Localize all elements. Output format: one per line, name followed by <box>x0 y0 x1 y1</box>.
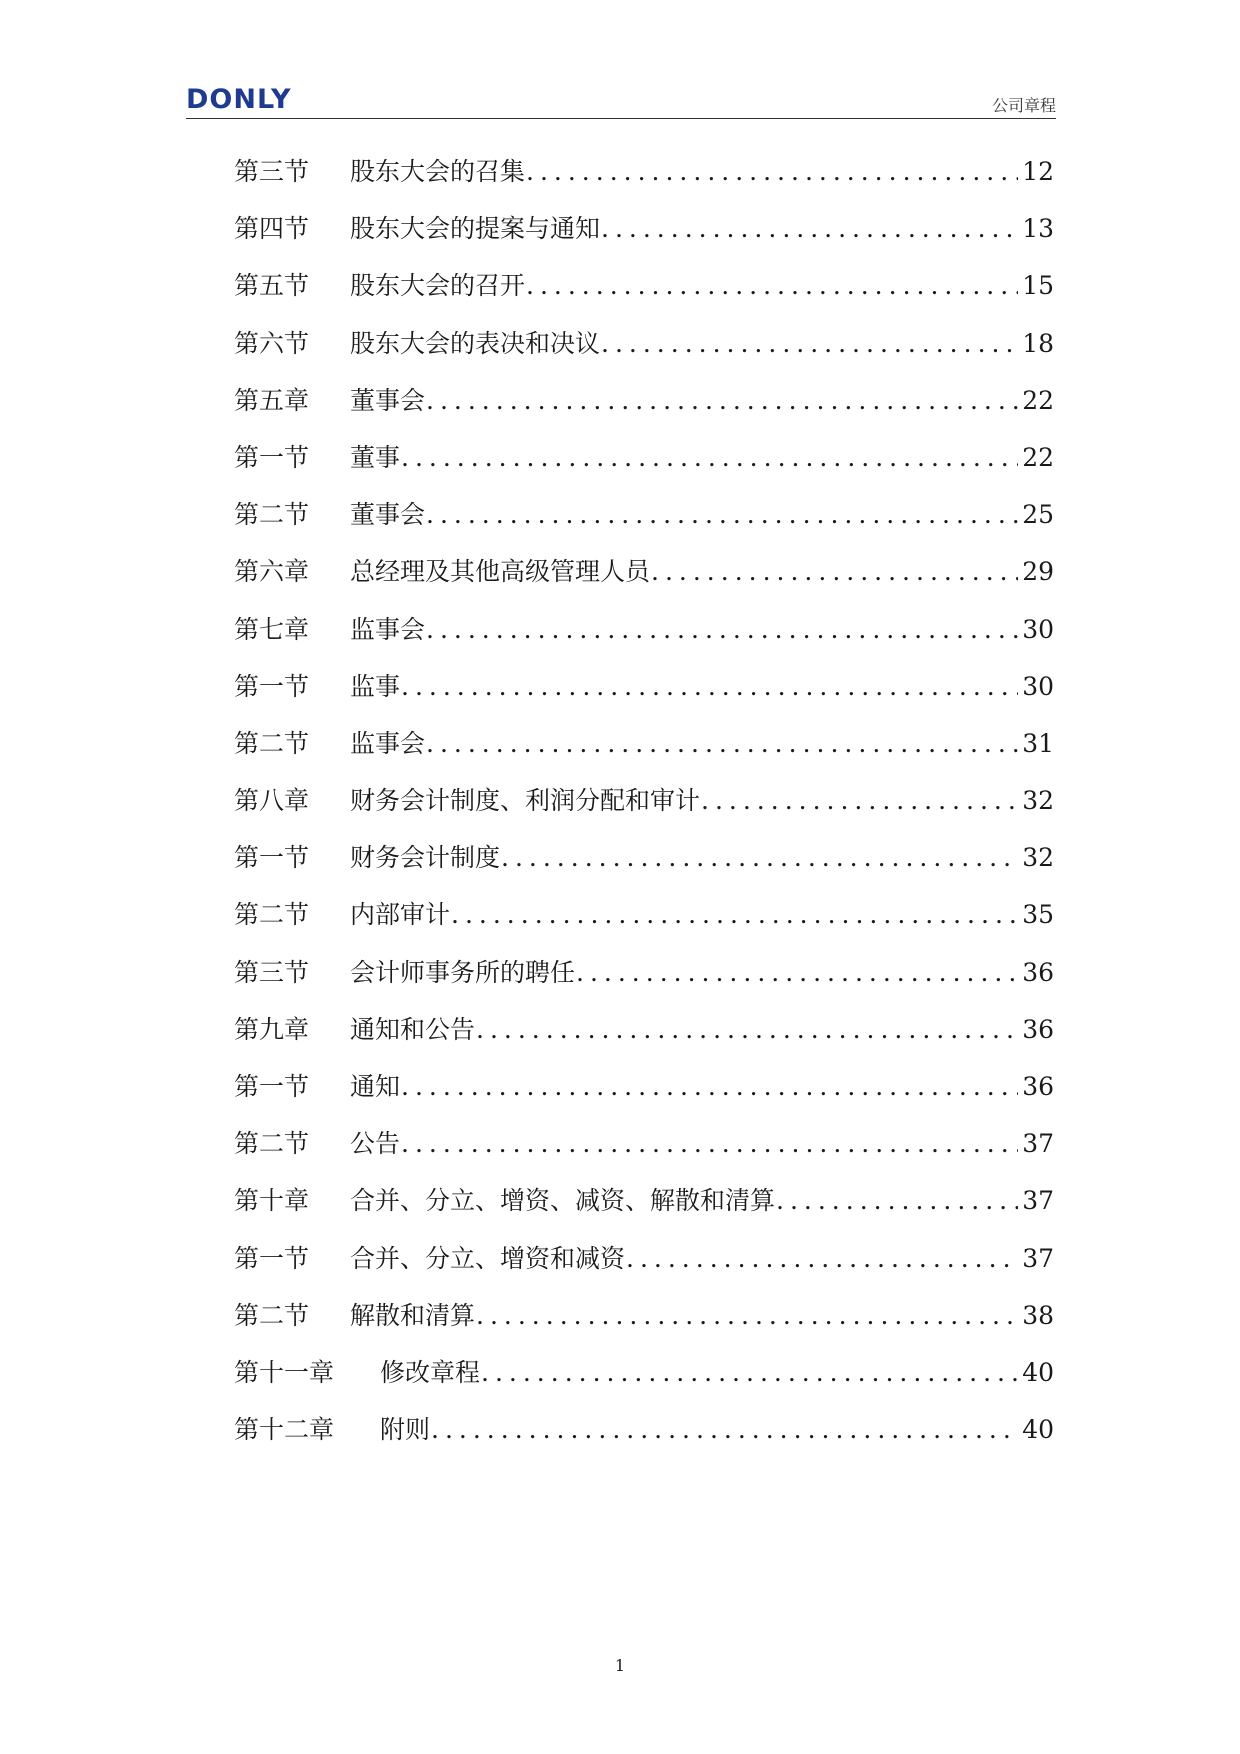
toc-entry[interactable] <box>234 610 1054 667</box>
toc-entry[interactable] <box>234 838 1054 895</box>
toc-entry-page: 30 <box>1022 671 1054 701</box>
toc-entry-title: 监事会 <box>350 614 426 644</box>
toc-entry-label: 第十二章 <box>234 1415 335 1445</box>
toc-entry-title: 通知和公告 <box>350 1014 476 1044</box>
toc-entry-label: 第一节 <box>234 1243 310 1273</box>
toc-entry[interactable] <box>234 266 1054 323</box>
toc-entry-title: 财务会计制度、利润分配和审计 <box>350 786 701 816</box>
toc-entry[interactable] <box>234 495 1054 552</box>
toc-entry-page: 37 <box>1022 1129 1054 1159</box>
toc-entry-title: 股东大会的提案与通知 <box>350 214 601 244</box>
toc-dot-leader <box>401 672 1018 701</box>
toc-entry-title: 内部审计 <box>350 900 451 930</box>
toc-entry-label: 第五节 <box>234 271 310 301</box>
toc-entry[interactable] <box>234 209 1054 266</box>
toc-dot-leader <box>776 1186 1018 1215</box>
toc-entry-page: 12 <box>1022 157 1054 186</box>
toc-dot-leader <box>701 786 1018 815</box>
toc-dot-leader <box>431 1415 1018 1444</box>
toc-entry-page: 37 <box>1022 1186 1054 1216</box>
toc-entry[interactable] <box>234 1124 1054 1181</box>
toc-dot-leader <box>401 1072 1018 1101</box>
toc-entry-title: 解散和清算 <box>350 1300 476 1330</box>
toc-entry-label: 第一节 <box>234 671 310 701</box>
toc-entry-title: 董事会 <box>350 500 426 530</box>
toc-dot-leader <box>426 729 1018 758</box>
toc-entry-page: 31 <box>1022 728 1054 758</box>
toc-entry-title: 公告 <box>350 1129 401 1159</box>
toc-entry-label: 第二节 <box>234 900 310 930</box>
toc-entry-label: 第六章 <box>234 557 310 587</box>
toc-entry[interactable] <box>234 381 1054 438</box>
toc-entry[interactable] <box>234 895 1054 952</box>
toc-entry[interactable] <box>234 552 1054 609</box>
toc-entry[interactable] <box>234 324 1054 381</box>
toc-entry-title: 通知 <box>350 1072 401 1101</box>
toc-entry-title: 监事会 <box>350 728 426 758</box>
toc-entry-label: 第一节 <box>234 843 310 873</box>
toc-entry-page: 29 <box>1022 557 1054 587</box>
toc-entry-label: 第五章 <box>234 385 310 415</box>
toc-entry[interactable] <box>234 1010 1054 1067</box>
toc-entry[interactable] <box>234 667 1054 724</box>
toc-entry-page: 22 <box>1022 385 1054 415</box>
toc-entry-page: 15 <box>1022 271 1054 301</box>
toc-dot-leader <box>426 615 1018 644</box>
toc-entry-page: 22 <box>1022 442 1054 472</box>
page-number: 1 <box>614 1656 626 1675</box>
toc-dot-leader <box>476 1015 1018 1044</box>
toc-dot-leader <box>601 214 1018 243</box>
toc-entry-label: 第三节 <box>234 957 310 987</box>
toc-dot-leader <box>481 1358 1018 1387</box>
toc-entry-label: 第八章 <box>234 786 310 816</box>
toc-entry-label: 第七章 <box>234 614 310 644</box>
toc-entry-page: 32 <box>1022 786 1054 816</box>
toc-entry-label: 第六节 <box>234 328 310 358</box>
toc-dot-leader <box>576 958 1018 987</box>
toc-entry-page: 18 <box>1022 328 1054 358</box>
toc-entry-page: 37 <box>1022 1243 1054 1273</box>
toc-entry-label: 第二节 <box>234 500 310 530</box>
toc-entry-page: 36 <box>1022 1014 1054 1044</box>
toc-entry-page: 38 <box>1022 1300 1054 1330</box>
toc-dot-leader <box>501 843 1018 872</box>
toc-entry-label: 第十一章 <box>234 1357 335 1387</box>
toc-entry[interactable] <box>234 1353 1054 1410</box>
toc-dot-leader <box>426 500 1018 529</box>
toc-entry-page: 32 <box>1022 843 1054 873</box>
toc-entry[interactable] <box>234 438 1054 495</box>
toc-dot-leader <box>476 1301 1018 1330</box>
toc-dot-leader <box>526 157 1018 186</box>
toc-dot-leader <box>626 1244 1018 1273</box>
toc-entry[interactable] <box>234 953 1054 1010</box>
toc-entry-page: 40 <box>1022 1415 1054 1445</box>
toc-entry[interactable] <box>234 1239 1054 1296</box>
toc-entry-page: 40 <box>1022 1357 1054 1387</box>
toc-entry-label: 第二节 <box>234 1129 310 1159</box>
toc-entry[interactable] <box>234 1181 1054 1238</box>
toc-dot-leader <box>526 271 1018 300</box>
toc-entry-title: 合并、分立、增资、减资、解散和清算 <box>350 1186 776 1216</box>
toc-entry-page: 25 <box>1022 500 1054 530</box>
toc-entry-title: 股东大会的表决和决议 <box>350 328 601 358</box>
toc-entry-title: 附则 <box>380 1415 431 1445</box>
toc-entry-title: 会计师事务所的聘任 <box>350 957 576 987</box>
toc-entry[interactable] <box>234 152 1054 209</box>
company-logo: DONLY <box>186 84 292 115</box>
toc-entry[interactable] <box>234 1410 1054 1467</box>
header-title: 公司章程 <box>991 96 1056 115</box>
toc-entry[interactable] <box>234 781 1054 838</box>
toc-entry[interactable] <box>234 724 1054 781</box>
toc-dot-leader <box>401 1129 1018 1158</box>
toc-dot-leader <box>451 900 1018 929</box>
toc-dot-leader <box>601 329 1018 358</box>
toc-entry-title: 总经理及其他高级管理人员 <box>350 557 651 587</box>
toc-entry-page: 36 <box>1022 957 1054 987</box>
toc-entry-title: 股东大会的召集 <box>350 157 526 186</box>
toc-entry-label: 第十章 <box>234 1186 310 1216</box>
toc-entry-title: 董事会 <box>350 385 426 415</box>
toc-entry-page: 13 <box>1022 214 1054 244</box>
toc-entry-page: 30 <box>1022 614 1054 644</box>
toc-dot-leader <box>651 557 1018 586</box>
toc-entry-title: 修改章程 <box>380 1357 481 1387</box>
toc-entry-title: 财务会计制度 <box>350 843 501 873</box>
toc-entry-label: 第九章 <box>234 1014 310 1044</box>
toc-entry-title: 股东大会的召开 <box>350 271 526 301</box>
toc-entry-page: 36 <box>1022 1072 1054 1101</box>
toc-entry[interactable] <box>234 1296 1054 1353</box>
toc-entry[interactable] <box>234 1067 1054 1124</box>
toc-entry-label: 第一节 <box>234 1072 310 1101</box>
toc-entry-title: 董事 <box>350 442 401 472</box>
page-header <box>186 84 1056 119</box>
toc-entry-label: 第二节 <box>234 1300 310 1330</box>
toc-entry-label: 第四节 <box>234 214 310 244</box>
toc-entry-label: 第一节 <box>234 442 310 472</box>
toc-entry-label: 第三节 <box>234 157 310 186</box>
toc-dot-leader <box>401 443 1018 472</box>
toc-entry-label: 第二节 <box>234 728 310 758</box>
toc-entry-title: 监事 <box>350 671 401 701</box>
table-of-contents <box>234 152 1054 1467</box>
toc-dot-leader <box>426 386 1018 415</box>
toc-entry-page: 35 <box>1022 900 1054 930</box>
toc-entry-title: 合并、分立、增资和减资 <box>350 1243 626 1273</box>
